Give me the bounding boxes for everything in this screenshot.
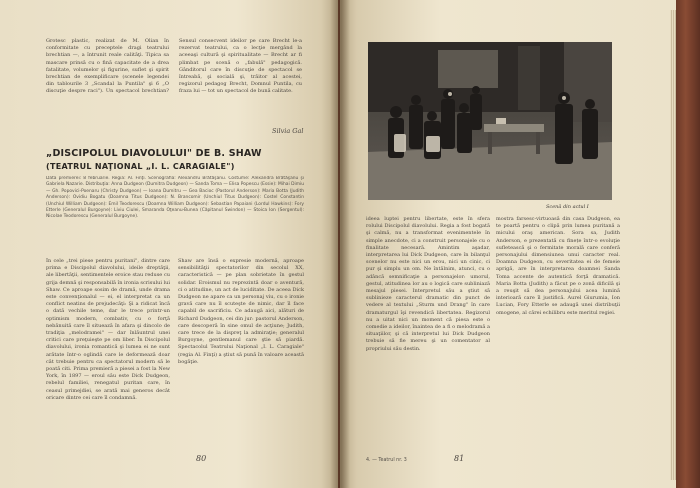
right-page-number: 81: [454, 454, 465, 463]
review-signature: Silvia Gal: [272, 127, 304, 135]
right-body-column-1: ideea luptei pentru libertate, este în sfera rolului Discipolul diavolului. Regia a fost bogată şi calmă, nu a transformat evenimentele în simple anecdote, ci a construit personajele cu o finalitate necesară. Amintim aşadar, interpretarea lui Dick Dudgeon, care în bilanţul scenelor nu este nici un erou, nici un cinic, ci pur şi simplu un om. Ne întâlnim, atunci, cu o adâncă semnificaţie a personajelor: umorul, gestul, atitudinea lor au o logică care subliniază mesajul piesei. Interpretul său a ştiut să sublinieze caracterul dramatic din punct de vedere al textului „Sturm und Drang" în care dramaturgul îşi revendică libertatea. Regizorul nu a uitat nici un moment că piesa este o comedie a ideilor, înaintea de a fi o melodramă a situaţiilor, şi că interpretul lui Dick Dudgeon trebuie să fie mereu şi un comentator al propriului său destin.: [366, 216, 490, 352]
left-page-number: 80: [196, 454, 207, 463]
book-gutter: [330, 0, 350, 488]
right-body-column-2: mostra farsesc-virtuoasă din casa Dudgeon, ea te poartă pentru o clipă prin lumea puritană a micului oraş american. Sora sa, Judith Anderson, e prezentată cu finețe într-o evoluţie sufletească şi o fermitate morală care conferă personajului dimensiunea unui caracter real. Doamna Dudgeon, cu severitatea ei de femeie aprigă, are în interpretarea doamnei Sanda Toma accente de autentică forţă dramatică. Maria Botta (Judith) a făcut pe o zonă dificilă şi a reuşit să dea personajului acea lumină interioară care îl justifică. Aurel Giurumia, Ion Lucian, Fory Etterle se adaugă unei distribuţii omogene, al cărei echilibru este meritul regiei.: [496, 216, 620, 316]
left-page: [0, 0, 338, 488]
book-cover-edge: [676, 0, 700, 488]
article-title: „DISCIPOLUL DIAVOLULUI" DE B. SHAW: [46, 148, 262, 159]
intro-text: Grotesc plastic, realizat de M. Olian în conformitate cu preceptele dragi teatrului brechtian —, a întrunit reale calităţi. Tipica sa mascare prinsă cu o fină capacitate de a drea fatalitate, volumelor şi figurine, suflet şi spirit brechtian de exemplificare (scenele legendei din tablourile 3 „Scandal la Puntila" şi 6 „O discuţie despre raci"). Un spectacol brechtian? Sensul consecvent ideilor pe care Brecht le-a rezervat teatrului, ca o lecţie mergând la aceeaşi cultură şi spiritualitate — Brecht ar fi plimbat pe scenă o „fabulă" pedagogică. Gânditorul care în discuţie de spectacol se întreabă, şi socială şi, trăitor al acestei, regizorul pedagog Brecht, Domnul Puntila, cu fraza lui — tot un spectacol de bună calitate.: [46, 38, 302, 95]
scene-photo: [368, 42, 612, 200]
photo-caption: Scenă din actul I: [546, 204, 589, 210]
article-subtitle: (TEATRUL NAŢIONAL „I. L. CARAGIALE"): [46, 162, 235, 171]
article-credits: Data premierei: 8 februarie. Regia: Al. Finţi. Scenografia: Alexandru Brătăşanu. Costume: Alexandra Brătăşanu şi Gabriela Nazarie. Distribuţia: Anna Dudgeon (Dumitra Dudgeon) — Sanda Toma — Elisa Popescu (Essie): Mihai Dimiu — Gh. Popovici-Poenaru (Christy Dudgeon) — Ioana Dumitru — Gea Bacioc (Pastorul Anderson): Maria Botta (Judith Anderson): Ovidiu Bogatu (Doamna Titus Dudgeon): N. Brancomir (Unchiul Titus Dudgeon): Costel Constantin (Unchiul William Dudgeon): Emil Teodorescu (Doamna William Dudgeon): Sebastian Papaiani (Lordul Hawkins): Fory Etterle (Generalul Burgoyne): Liviu Ciulei, Smaranda Oţeanu-Bunea (Căpitanul Swindon) — Stoica Ion (Sergentul): Nicolae Teodorescu (Generalul Burgoyne).: [46, 176, 304, 220]
scene-photo-graphic: [368, 42, 612, 200]
right-footer: 4. — Teatrul nr. 3: [366, 458, 407, 463]
left-body-column-1: În cele „trei piese pentru puritani", dintre care prima e Discipolul diavolului, ideile dreptăţii, ale libertăţii, sentimentele eroice stau reduse cu grija demnă şi responsabilă în ironia scrisului lui Shaw. Ce aproape sosim de dramă, unde drama este convenţionalul — ei, el interpretat ca un conflict neatins de prejudecăţi: Şi a ridicat încă o dată vechile teme, dar le trece printr-un optimism modern, combativ, cu o forţă nebănuită care îl situează în afara şi dincolo de tradiţia „melodramei" — dar înlăuntrul unei critici care preţuieşte pe om liber. În Discipolul diavolului, ironia romantică şi lumea ei ne sunt arătate într-o oglindă care le deformează doar cât trebuie pentru ca spectatorul modern să le poată citi. Prima premieră a piesei a fost la New York, în 1897 — eroul său este Dick Dudgeon, rebelul familiei, renegatul puritan care, în ceasul primejdiei, se arată mai generos decât oricare dintre cei care îl condamnă.: [46, 258, 170, 401]
left-body-column-2: Shaw are însă o expresie modernă, aproape sensibilităţii spectatorilor din secolul XX, caracteristică — pe plan sobrietate în gestul solidar. Eroismul nu reprezintă doar o aventură, ci o atitudine, un act de luciditate. De aceea Dick Dudgeon ne apare ca un personaj viu, cu o ironie gravă care nu îl scuteşte de nimic, dar îl face capabil de sacrificiu. Ce adaugă aici, alături de Richard Dudgeon, cei din jur: pastorul Anderson, care descoperă în sine omul de acţiune; Judith, care trece de la dispreţ la admiraţie; generalul Burgoyne, gentlemanul care ştie să piardă. Spectacolul Teatrului Naţional „I. L. Caragiale" (regia Al. Finţi) a ştiut să pună în valoare această bogăţie.: [178, 258, 304, 365]
